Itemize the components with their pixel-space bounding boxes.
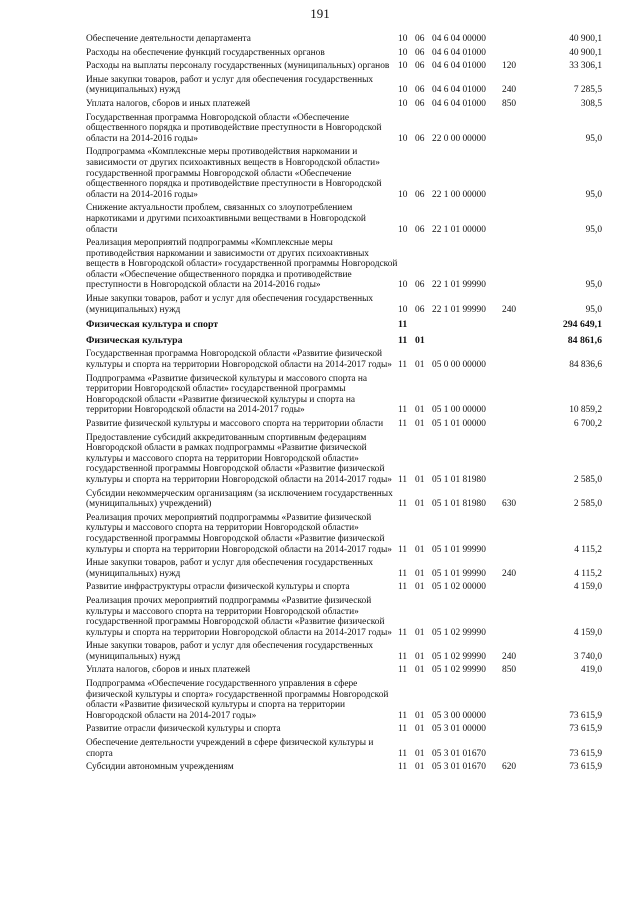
row-subsection: 01 bbox=[415, 405, 425, 416]
row-name: Обеспечение деятельности учреждений в сфере физической культуры и спорта bbox=[86, 738, 374, 759]
row-amount: 7 285,5 bbox=[573, 85, 602, 96]
row-name: Подпрограмма «Обеспечение государственного управления в сфере физической культуры и спорта» государственной программы Новгородской области «Развитие физической культуры и спорта на территории Новгородской области на 2014-2017 годы» bbox=[86, 679, 389, 721]
row-amount: 73 615,9 bbox=[569, 724, 602, 735]
row-expense-type: 240 bbox=[502, 651, 517, 662]
row-amount: 2 585,0 bbox=[573, 499, 602, 510]
row-section: 11 bbox=[398, 474, 408, 485]
table-row bbox=[86, 433, 602, 489]
row-target-article: 04 6 04 01000 bbox=[432, 98, 486, 109]
row-amount: 6 700,2 bbox=[573, 419, 602, 429]
row-section: 11 bbox=[398, 405, 408, 416]
row-subsection: 06 bbox=[415, 98, 425, 109]
table-row bbox=[86, 419, 602, 433]
row-expense-type bbox=[502, 318, 532, 334]
row-amount: 73 615,9 bbox=[569, 710, 602, 721]
row-subsection: 01 bbox=[415, 544, 425, 555]
row-target-article: 22 1 01 00000 bbox=[432, 224, 486, 235]
row-target-article: 22 1 01 99990 bbox=[432, 304, 486, 315]
table-row bbox=[86, 318, 602, 334]
row-subsection: 06 bbox=[415, 224, 425, 235]
row-expense-type: 630 bbox=[502, 499, 517, 510]
row-target-article: 04 6 04 00000 bbox=[432, 34, 486, 44]
row-amount: 10 859,2 bbox=[569, 405, 602, 416]
row-name: Расходы на выплаты персоналу государственных (муниципальных) органов bbox=[86, 61, 390, 72]
row-target-article: 05 0 00 00000 bbox=[432, 360, 486, 371]
row-subsection: 06 bbox=[415, 304, 425, 315]
page-number: 191 bbox=[310, 6, 330, 21]
table-row bbox=[86, 558, 602, 582]
row-name: Подпрограмма «Развитие физической культуры и массового спорта на территории Новгородской области» государственной программы Новгородской области «Развитие физической культуры и спорта на территории Новгородской области на 2014-2017 годы» bbox=[86, 373, 368, 416]
row-section: 11 bbox=[398, 568, 408, 579]
row-expense-type bbox=[502, 48, 532, 62]
row-section: 11 bbox=[398, 748, 408, 759]
row-amount: 294 649,1 bbox=[562, 319, 602, 331]
row-section: 11 bbox=[398, 651, 408, 662]
table-row bbox=[86, 596, 602, 641]
table-row bbox=[86, 349, 602, 373]
row-name: Развитие инфраструктуры отрасли физической культуры и спорта bbox=[86, 582, 350, 593]
table-row bbox=[86, 334, 602, 350]
row-subsection: 06 bbox=[415, 47, 425, 58]
row-expense-type bbox=[502, 582, 532, 596]
row-subsection: 06 bbox=[415, 133, 425, 144]
row-name: Уплата налогов, сборов и иных платежей bbox=[86, 665, 251, 676]
table-row bbox=[86, 582, 602, 596]
row-subsection: 06 bbox=[415, 85, 425, 96]
row-section: 10 bbox=[398, 47, 408, 58]
row-name: Физическая культура и спорт bbox=[86, 319, 219, 331]
row-expense-type: 120 bbox=[502, 61, 517, 72]
row-expense-type bbox=[502, 374, 532, 419]
row-section: 11 bbox=[398, 334, 408, 346]
row-section: 11 bbox=[398, 319, 408, 331]
row-amount: 95,0 bbox=[585, 280, 602, 291]
row-subsection: 01 bbox=[415, 665, 425, 676]
row-expense-type bbox=[502, 513, 532, 558]
table-row bbox=[86, 294, 602, 318]
table-row bbox=[86, 34, 602, 48]
row-target-article: 05 3 01 00000 bbox=[432, 724, 486, 735]
row-subsection: 01 bbox=[415, 334, 425, 346]
table-row bbox=[86, 75, 602, 99]
row-target-article: 22 0 00 00000 bbox=[432, 133, 486, 144]
row-amount: 73 615,9 bbox=[569, 762, 602, 773]
row-name: Реализация прочих мероприятий подпрограммы «Развитие физической культуры и массового спорта на территории Новгородской области» государственной программы Новгородской области «Развитие физической культуры и спорта на территории Новгородской области на 2014-2017 годы» bbox=[86, 595, 392, 638]
row-section: 11 bbox=[398, 360, 408, 371]
table-row bbox=[86, 665, 602, 679]
row-section: 10 bbox=[398, 224, 408, 235]
row-subsection: 06 bbox=[415, 34, 425, 44]
row-section: 10 bbox=[398, 34, 408, 44]
row-expense-type bbox=[502, 113, 532, 148]
row-target-article: 05 1 01 99990 bbox=[432, 568, 486, 579]
row-amount: 95,0 bbox=[585, 224, 602, 235]
row-subsection: 01 bbox=[415, 748, 425, 759]
row-expense-type: 240 bbox=[502, 85, 517, 96]
row-subsection: 01 bbox=[415, 474, 425, 485]
row-subsection: 01 bbox=[415, 360, 425, 371]
row-target-article: 05 1 02 99990 bbox=[432, 651, 486, 662]
table-row bbox=[86, 641, 602, 665]
row-amount: 95,0 bbox=[585, 133, 602, 144]
row-name: Предоставление субсидий аккредитованным спортивным федерациям Новгородской области в рамках подпрограммы «Развитие физической культуры и массового спорта на территории Новгородской области» государственной программы Новгородской области «Развитие физической культуры и спорта на территории Новгородской области на 2014-2017 годы» bbox=[86, 432, 392, 485]
row-section: 11 bbox=[398, 499, 408, 510]
row-subsection: 01 bbox=[415, 762, 425, 773]
row-expense-type bbox=[502, 419, 532, 433]
row-target-article: 05 1 02 99990 bbox=[432, 627, 486, 638]
row-expense-type: 620 bbox=[502, 762, 517, 773]
row-target-article: 05 1 01 00000 bbox=[432, 419, 486, 429]
row-amount: 95,0 bbox=[585, 304, 602, 315]
row-expense-type: 240 bbox=[502, 304, 517, 315]
row-subsection: 06 bbox=[415, 189, 425, 200]
row-target-article: 04 6 04 01000 bbox=[432, 47, 486, 58]
row-name: Иные закупки товаров, работ и услуг для обеспечения государственных (муниципальных) нужд bbox=[86, 74, 374, 96]
row-name: Реализация мероприятий подпрограммы «Комплексные меры противодействия наркомании и зависимости от других психоактивных веществ в Новгородской области» государственной программы Новгородской области «Обеспечение общественного порядка и противодействие преступности в Новгородской области на 2014-2016 годы» bbox=[86, 238, 398, 291]
row-target-article: 22 1 00 00000 bbox=[432, 189, 486, 200]
row-name: Уплата налогов, сборов и иных платежей bbox=[86, 98, 251, 109]
row-amount: 4 115,2 bbox=[574, 544, 602, 555]
row-target-article bbox=[432, 334, 502, 350]
row-section: 11 bbox=[398, 419, 408, 429]
row-amount: 33 306,1 bbox=[569, 61, 602, 72]
row-name: Подпрограмма «Комплексные меры противодействия наркомании и зависимости от других психоактивных веществ в Новгородской области» государственной программы Новгородской области «Обеспечение общественного порядка и противодействие преступности в Новгородской области на 2014-2016 годы» bbox=[86, 147, 382, 200]
row-expense-type bbox=[502, 433, 532, 489]
row-subsection: 01 bbox=[415, 627, 425, 638]
row-expense-type bbox=[502, 34, 532, 48]
row-expense-type bbox=[502, 334, 532, 350]
table-row bbox=[86, 48, 602, 62]
table-row bbox=[86, 489, 602, 513]
row-target-article: 05 1 00 00000 bbox=[432, 405, 486, 416]
row-expense-type bbox=[502, 738, 532, 762]
row-section: 11 bbox=[398, 544, 408, 555]
row-subsection bbox=[415, 318, 432, 334]
row-section: 10 bbox=[398, 85, 408, 96]
table-row bbox=[86, 738, 602, 762]
row-amount: 84 861,6 bbox=[567, 334, 602, 346]
row-expense-type bbox=[502, 147, 532, 203]
row-name: Физическая культура bbox=[86, 334, 183, 346]
row-target-article: 04 6 04 01000 bbox=[432, 61, 486, 72]
row-amount: 419,0 bbox=[580, 665, 602, 676]
row-amount: 40 900,1 bbox=[569, 47, 602, 58]
row-target-article: 05 1 02 99990 bbox=[432, 665, 486, 676]
row-name: Иные закупки товаров, работ и услуг для обеспечения государственных (муниципальных) нужд bbox=[86, 558, 374, 579]
budget-table bbox=[86, 34, 602, 776]
row-name: Субсидии некоммерческим организациям (за исключением государственных (муниципальных) учреждений) bbox=[86, 488, 393, 510]
row-target-article: 05 1 01 81980 bbox=[432, 499, 486, 510]
row-subsection: 01 bbox=[415, 710, 425, 721]
row-subsection: 01 bbox=[415, 419, 425, 429]
row-amount: 4 159,0 bbox=[573, 582, 602, 593]
row-section: 10 bbox=[398, 98, 408, 109]
row-target-article: 04 6 04 01000 bbox=[432, 85, 486, 96]
row-section: 10 bbox=[398, 61, 408, 72]
row-expense-type bbox=[502, 349, 532, 373]
row-target-article: 05 1 01 99990 bbox=[432, 544, 486, 555]
row-subsection: 01 bbox=[415, 651, 425, 662]
row-subsection: 01 bbox=[415, 568, 425, 579]
table-row bbox=[86, 762, 602, 776]
row-name: Государственная программа Новгородской области «Обеспечение общественного порядка и противодействие преступности в Новгородской области на 2014-2016 годы» bbox=[86, 112, 382, 144]
row-amount: 308,5 bbox=[580, 98, 602, 109]
row-name: Развитие физической культуры и массового спорта на территории области bbox=[86, 419, 384, 429]
row-subsection: 01 bbox=[415, 724, 425, 735]
row-target-article: 05 3 01 01670 bbox=[432, 762, 486, 773]
table-row bbox=[86, 99, 602, 113]
table-row bbox=[86, 374, 602, 419]
row-section: 11 bbox=[398, 710, 408, 721]
row-section: 10 bbox=[398, 189, 408, 200]
row-expense-type bbox=[502, 724, 532, 738]
row-name: Обеспечение деятельности департамента bbox=[86, 34, 251, 44]
row-expense-type bbox=[502, 596, 532, 641]
row-expense-type: 240 bbox=[502, 568, 517, 579]
row-name: Иные закупки товаров, работ и услуг для обеспечения государственных (муниципальных) нужд bbox=[86, 294, 374, 315]
row-section: 11 bbox=[398, 582, 408, 593]
row-target-article bbox=[432, 318, 502, 334]
table-row bbox=[86, 679, 602, 724]
table-row bbox=[86, 238, 602, 294]
row-target-article: 05 3 00 00000 bbox=[432, 710, 486, 721]
table-row bbox=[86, 113, 602, 148]
row-expense-type bbox=[502, 679, 532, 724]
row-expense-type bbox=[502, 238, 532, 294]
row-target-article: 05 3 01 01670 bbox=[432, 748, 486, 759]
row-name: Реализация прочих мероприятий подпрограммы «Развитие физической культуры и массового спорта на территории Новгородской области» государственной программы Новгородской области «Развитие физической культуры и спорта на территории Новгородской области на 2014-2017 годы» bbox=[86, 512, 392, 555]
row-name: Снижение актуальности проблем, связанных со злоупотреблением наркотиками и другими психоактивными веществами в Новгородской области bbox=[86, 203, 366, 235]
row-expense-type: 850 bbox=[502, 665, 517, 676]
table-row bbox=[86, 203, 602, 238]
row-section: 10 bbox=[398, 280, 408, 291]
row-section: 10 bbox=[398, 304, 408, 315]
row-name: Иные закупки товаров, работ и услуг для обеспечения государственных (муниципальных) нужд bbox=[86, 641, 374, 662]
row-amount: 84 836,6 bbox=[569, 360, 602, 371]
row-section: 10 bbox=[398, 133, 408, 144]
table-row bbox=[86, 147, 602, 203]
table-row bbox=[86, 513, 602, 558]
row-amount: 4 115,2 bbox=[574, 568, 602, 579]
row-subsection: 06 bbox=[415, 280, 425, 291]
table-row bbox=[86, 724, 602, 738]
row-target-article: 05 1 01 81980 bbox=[432, 474, 486, 485]
row-name: Расходы на обеспечение функций государственных органов bbox=[86, 47, 325, 58]
row-amount: 73 615,9 bbox=[569, 748, 602, 759]
table-body bbox=[86, 34, 602, 776]
row-amount: 40 900,1 bbox=[569, 34, 602, 44]
row-subsection: 01 bbox=[415, 582, 425, 593]
row-section: 11 bbox=[398, 762, 408, 773]
row-amount: 2 585,0 bbox=[573, 474, 602, 485]
row-section: 11 bbox=[398, 724, 408, 735]
row-name: Субсидии автономным учреждениям bbox=[86, 762, 234, 773]
row-amount: 4 159,0 bbox=[573, 627, 602, 638]
row-amount: 95,0 bbox=[585, 189, 602, 200]
table-row bbox=[86, 61, 602, 75]
row-name: Государственная программа Новгородской области «Развитие физической культуры и спорта на территории Новгородской области на 2014-2017 годы» bbox=[86, 349, 392, 371]
row-target-article: 22 1 01 99990 bbox=[432, 280, 486, 291]
row-subsection: 06 bbox=[415, 61, 425, 72]
row-section: 11 bbox=[398, 627, 408, 638]
row-expense-type: 850 bbox=[502, 98, 517, 109]
row-subsection: 01 bbox=[415, 499, 425, 510]
row-amount: 3 740,0 bbox=[573, 651, 602, 662]
row-section: 11 bbox=[398, 665, 408, 676]
row-target-article: 05 1 02 00000 bbox=[432, 582, 486, 593]
row-name: Развитие отрасли физической культуры и спорта bbox=[86, 724, 281, 735]
row-expense-type bbox=[502, 203, 532, 238]
